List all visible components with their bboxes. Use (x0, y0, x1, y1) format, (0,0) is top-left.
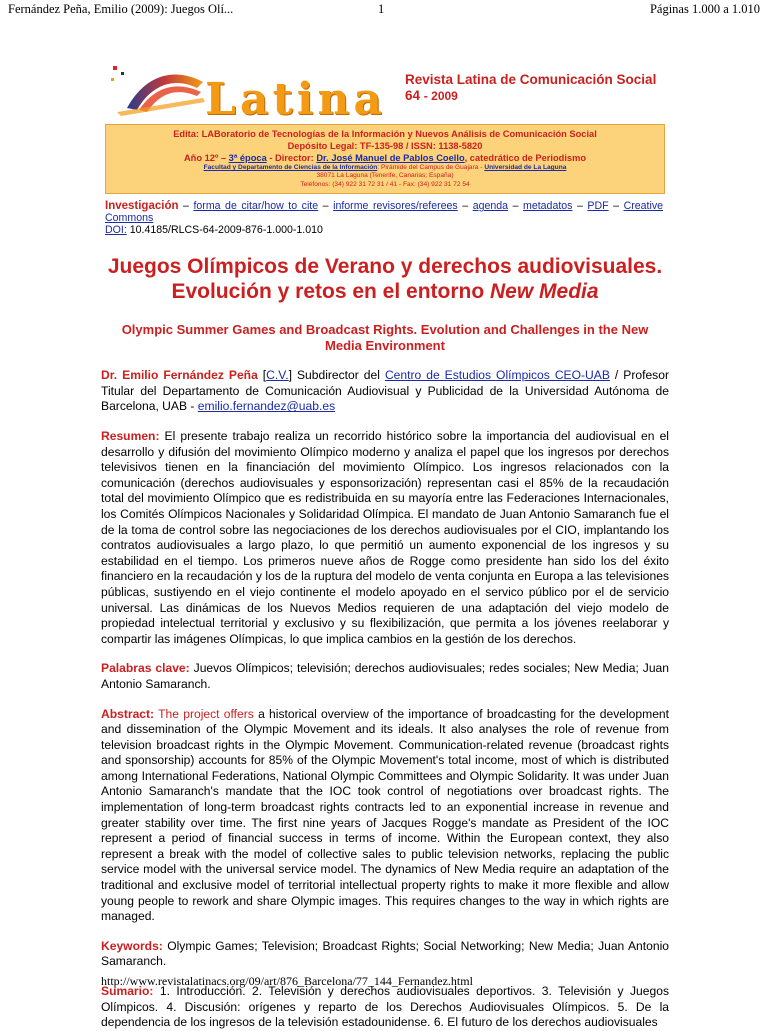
separator: – (178, 200, 194, 213)
metadata-link[interactable]: metadatos (523, 200, 573, 213)
keywords-text: Olympic Games; Television; Broadcast Rights; Social Networking; New Media; Juan Antonio Samaranch. (101, 938, 669, 969)
latina-logo (107, 62, 386, 125)
palabras-clave-paragraph (101, 661, 669, 692)
pdf-link[interactable]: PDF (587, 200, 609, 213)
director-line (106, 152, 664, 164)
resumen-text: El presente trabajo realiza un recorrido histórico sobre la importancia del audiovisual en el desarrollo y difusión del movimiento Olímpico moderno y analiza el papel que los ingresos por derechos televisivos tienen en la financiación del movimiento Olímpico. Los ingresos relacionados con la comunicación (derechos audiovisuales y esponsorización) representan casi el 85% de la recaudación total del movimiento Olímpico que es redistribuida en su mayoría entre las Federaciones Internacionales, los Comités Olímpicos Nacionales y Solidaridad Olímpica. El mandato de Juan Antonio Samaranch fue el de la toma de control sobre las negociaciones de los derechos audiovisuales por el CIO, implantando los contratos audiovisuales a largo plazo, lo que permitió un aumento exponencial de los ingresos y su estabilidad en el tiempo. Los primeros nueve años de Rogge como presidente han sido los del éxito financiero en la recaudación y los de la ruptura del modelo de venta conjunta en Europa a las televisiones públicas, sustiyendo en el viejo continente el modelo apoyado en el servico público por el de servicio universal. Las dinámicas de los Nuevos Medios requieren de una adaptación del viejo modelo de propiedad intelectual territorial y exclusivo y su flexibilización, que permita a los jóvenes reelaborar y compartir las imágenes Olímpicas, lo que implica cambios en la gestión de los derechos. (101, 429, 669, 646)
separator: – (318, 200, 334, 213)
faculty-line (106, 164, 664, 172)
author-role-pre: Subdirector del (291, 368, 385, 383)
title-line-2-italic: New Media (490, 280, 599, 304)
epoca-link[interactable]: 3ª época (228, 153, 267, 163)
article-content (101, 54, 669, 1031)
keywords-paragraph (101, 939, 669, 970)
campus-text: : Pirámide del Campus de Guajara - (377, 164, 485, 171)
creative-commons-link[interactable]: Creative Commons (105, 200, 664, 225)
olympic-center-link[interactable]: Centro de Estudios Olímpicos CEO-UAB (384, 368, 610, 383)
resumen-label: Resumen: (101, 429, 160, 443)
legal-deposit-line: Depósito Legal: TF-135-98 / ISSN: 1138-5820 (287, 141, 483, 151)
section-nav (105, 200, 663, 236)
journal-issue: 64 (405, 88, 421, 103)
latina-logo-text: Latina (205, 74, 386, 125)
doi-value: 10.4185/RLCS-64-2009-876-1.000-1.010 (126, 224, 323, 237)
abstract-paragraph (101, 707, 669, 925)
title-line-2: Evolución y retos en el entorno (171, 280, 491, 304)
separator: – (608, 200, 624, 213)
section-label: Investigación (105, 200, 179, 213)
how-to-cite-link[interactable]: forma de citar/how to cite (193, 200, 319, 213)
separator: – (572, 200, 588, 213)
cv-link[interactable]: C.V. (266, 368, 289, 383)
print-header (0, 2, 768, 18)
print-footer-url: http://www.revistalatinacs.org/09/art/876_Barcelona/77_144_Fernandez.html (101, 974, 473, 988)
masthead (101, 54, 669, 125)
university-link[interactable]: Universidad de La Laguna (484, 164, 567, 171)
director-suffix: , catedrático de Periodismo (464, 153, 587, 163)
director-prefix: - Director: (266, 153, 317, 163)
separator: – (508, 200, 523, 213)
keywords-label: Keywords: (101, 938, 163, 953)
year-prefix: Año 12º – (183, 153, 229, 163)
print-header-citation: Fernández Peña, Emilio (2009): Juegos Olí... (8, 2, 234, 16)
sumario-paragraph (101, 984, 669, 1031)
sumario-label: Sumario: (101, 984, 154, 998)
title-line-1: Juegos Olímpicos de Verano y derechos audiovisuales. (107, 255, 663, 279)
resumen-paragraph (101, 429, 669, 647)
address-line: 38071 La Laguna (Tenerife, Canarias; España) (316, 172, 454, 180)
palabras-clave-label: Palabras clave: (101, 661, 190, 676)
faculty-link[interactable]: Facultad y Departamento de Ciencias de la Información (203, 164, 378, 171)
print-header-page-number: 1 (378, 2, 385, 16)
publisher-info-box (105, 124, 665, 194)
article-title (101, 254, 669, 304)
sumario-text: 1. Introducción. 2. Televisión y derechos audiovisuales deportivos. 3. Televisión y Juegos Olímpicos. 4. Discusión: orígenes y reparto de los Derechos Audiovisuales Olímpicos. 5. De la dependencia de los ingresos de la televisión estadounidense. 6. El futuro de los derechos audiovisuales (101, 984, 669, 1030)
abstract-lead: The project offers (154, 706, 254, 721)
print-header-page-range: Páginas 1.000 a 1.010 (649, 2, 760, 16)
article-subtitle: Olympic Summer Games and Broadcast Rights. Evolution and Challenges in the New Media Environment (121, 322, 649, 354)
journal-year: 2009 (431, 89, 458, 103)
director-link[interactable]: Dr. José Manuel de Pablos Coello (316, 153, 465, 163)
doi-link[interactable]: DOI: (105, 224, 127, 237)
journal-name: Revista Latina de Comunicación Social (405, 72, 657, 87)
author-info: Dr. Emilio Fernández Peña [C.V.] Subdirector del Centro de Estudios Olímpicos CEO-UAB / Profesor Titular del Departamento de Comunicación Audiovisual y Publicidad de la Universidad Autónoma de Barcelona, UAB - emilio.fernandez@uab.es (101, 368, 669, 414)
author-role-post: / Profesor Titular del Departamento de Comunicación Audiovisual y Publicidad de la Universidad Autónoma de Barcelona, UAB - (101, 368, 669, 414)
journal-title: Revista Latina de Comunicación Social 64 - 2009 (405, 72, 657, 103)
agenda-link[interactable]: agenda (472, 200, 509, 213)
abstract-text: a historical overview of the importance of broadcasting for the development and dissemination of the Olympic Movement and its ideals. It also analyses the role of revenue from television broadcast rights in the Olympic Movement. Communication-related revenue (broadcast rights and sponsorship) accounts for 85% of the Olympic Movement's total income, most of which is distributed among International Federations, National Olympic Committees and Olympic Solidarity. It was under Juan Antonio Samaranch's mandate that the IOC took control of negotiations over broadcast rights. The implementation of long-term broadcast rights contracts led to an exponential increase in revenue and greater stability over time. The first nine years of Jacques Rogge's mandate as President of the IOC represent a period of financial success in terms of income. Within the European context, they also represent a break with the model of collective sales to public television networks, replacing the public service model with the universal service model. The dynamics of New Media require an adaptation of the traditional and exclusive model of territorial intellectual property rights to make it more flexible and allow young people to rework and share Olympic images. This requires changes to the way in which rights are managed. (101, 706, 670, 924)
publisher-line: Edita: LABoratorio de Tecnologías de la Información y Nuevos Análisis de Comunicación Social (173, 129, 597, 139)
email-link[interactable]: emilio.fernandez@uab.es (197, 399, 336, 414)
author-name: Dr. Emilio Fernández Peña (101, 368, 258, 383)
separator: – (457, 200, 473, 213)
abstract-label: Abstract: (101, 706, 155, 721)
phone-line: Teléfonos: (34) 922 31 72 31 / 41 - Fax: (34) 922 31 72 54 (300, 180, 470, 188)
palabras-clave-text: Juevos Olímpicos; televisión; derechos audiovisuales; redes sociales; New Media; Juan Antonio Samaranch. (101, 661, 669, 691)
referees-link[interactable]: informe revisores/referees (333, 200, 458, 213)
